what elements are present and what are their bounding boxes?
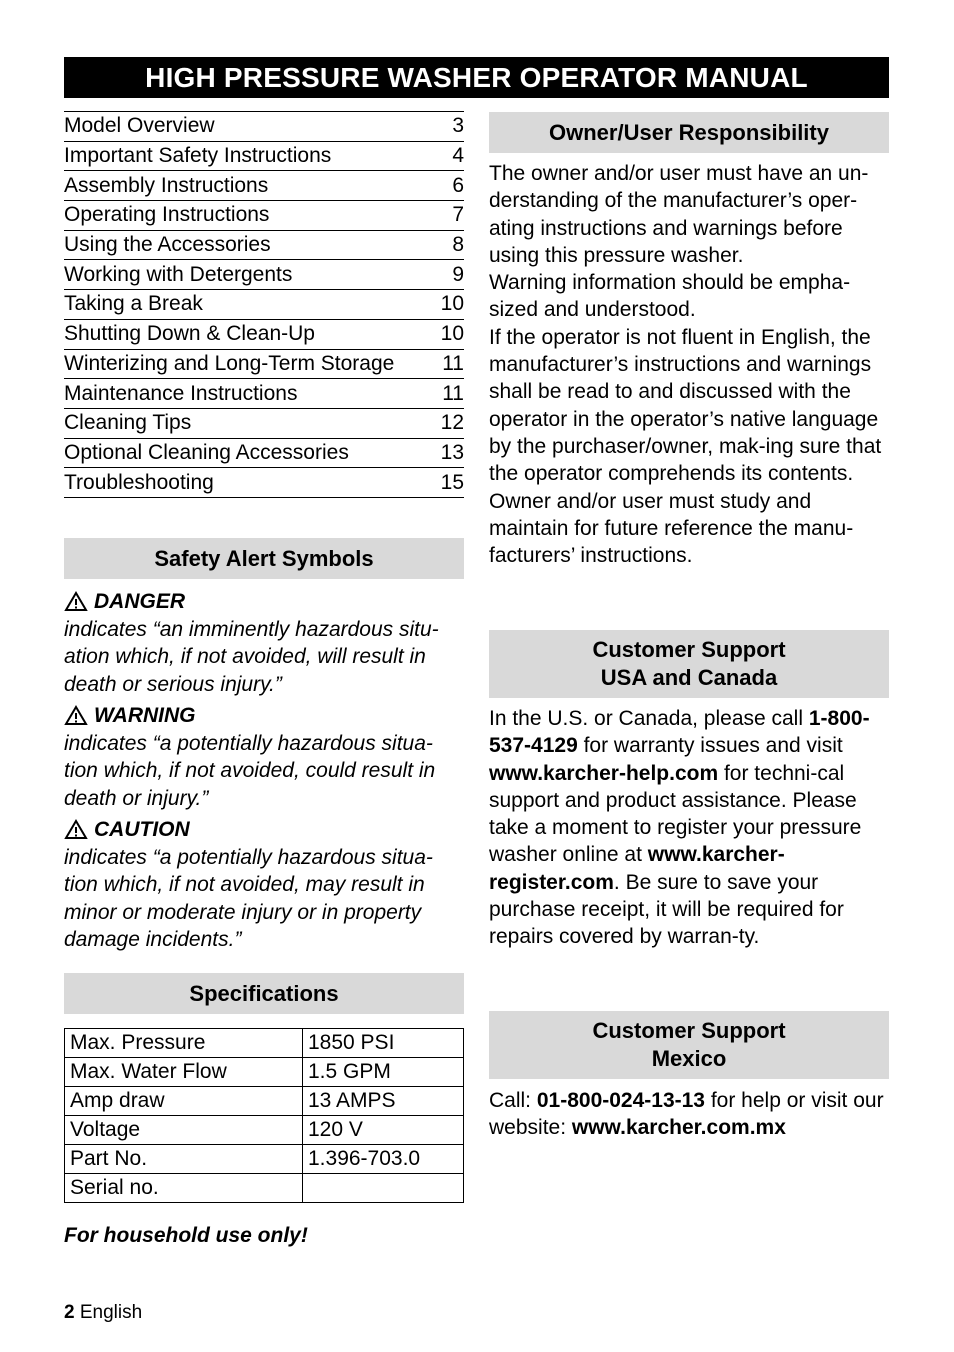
table-row: [65, 1116, 464, 1145]
table-of-contents: [64, 111, 464, 498]
toc-label: Troubleshooting: [64, 470, 214, 494]
safety-heading: [64, 538, 464, 579]
spec-label: Amp draw: [65, 1087, 303, 1116]
danger-head: [64, 588, 464, 616]
toc-row[interactable]: [64, 439, 464, 469]
spec-label: Voltage: [65, 1116, 303, 1145]
table-row: [65, 1058, 464, 1087]
owner-heading-text: Owner/User Responsibility: [549, 119, 829, 145]
help-link[interactable]: www.karcher-help.com: [489, 761, 719, 785]
danger-text: indicates “an imminently hazardous situ-ation which, if not avoided, will result in death or serious injury.”: [64, 617, 439, 696]
toc-row[interactable]: [64, 468, 464, 498]
household-note: For household use only!: [64, 1224, 308, 1247]
spec-label: Max. Water Flow: [65, 1058, 303, 1087]
toc-label: Optional Cleaning Accessories: [64, 440, 349, 464]
support-mx-help: for help or visit our website:: [489, 1089, 884, 1140]
specs-heading: [64, 973, 464, 1014]
support-us-heading-line2: USA and Canada: [600, 665, 778, 690]
toc-page: 8: [452, 233, 464, 257]
register-link[interactable]: www.karcher-register.com: [489, 843, 785, 894]
page-title: HIGH PRESSURE WASHER OPERATOR MANUAL: [64, 57, 889, 98]
support-mx-heading: [489, 1011, 889, 1079]
toc-label: Operating Instructions: [64, 203, 270, 227]
support-us-register-text: for techni-cal support and product assistance. Please take a moment to register your pressure washer online at: [489, 761, 862, 867]
toc-page: 3: [452, 114, 464, 138]
warning-triangle-icon: [64, 705, 88, 726]
toc-page: 11: [442, 381, 464, 405]
warning-triangle-icon: [64, 591, 88, 612]
toc-label: Maintenance Instructions: [64, 381, 298, 405]
toc-page: 10: [440, 292, 464, 316]
support-mx-heading-line2: Mexico: [651, 1046, 727, 1071]
spec-value: 13 AMPS: [303, 1087, 464, 1116]
caution-text: indicates “a potentially hazardous situa-tion which, if not avoided, may result in minor or moderate injury or in property damage incidents.”: [64, 845, 433, 951]
toc-row[interactable]: [64, 201, 464, 231]
toc-row[interactable]: [64, 409, 464, 439]
toc-label: Assembly Instructions: [64, 173, 269, 197]
toc-page: 9: [452, 262, 464, 286]
support-us-heading: [489, 630, 889, 698]
toc-page: 12: [440, 411, 464, 435]
toc-row[interactable]: [64, 290, 464, 320]
toc-row[interactable]: [64, 350, 464, 380]
danger-block: [64, 588, 464, 698]
support-mx-heading-line1: Customer Support: [592, 1018, 786, 1043]
mexico-website-link[interactable]: www.karcher.com.mx: [571, 1116, 786, 1140]
warning-text: indicates “a potentially hazardous situa-tion which, if not avoided, could result in death or injury.”: [64, 731, 436, 810]
footer-language: English: [79, 1302, 143, 1323]
owner-text: [489, 160, 889, 569]
spec-value: 1.396-703.0: [303, 1145, 464, 1174]
toc-page: 15: [440, 470, 464, 494]
table-row: [65, 1145, 464, 1174]
toc-label: Cleaning Tips: [64, 411, 192, 435]
spec-value: 1850 PSI: [303, 1029, 464, 1058]
support-mx-call: Call:: [489, 1089, 532, 1112]
toc-label: Using the Accessories: [64, 233, 271, 257]
toc-label: Model Overview: [64, 114, 215, 138]
toc-row[interactable]: [64, 142, 464, 172]
toc-label: Winterizing and Long-Term Storage: [64, 351, 395, 375]
caution-block: [64, 816, 464, 954]
warning-block: [64, 702, 464, 812]
support-us-warranty: for warranty issues and visit: [583, 734, 843, 758]
toc-page: 7: [452, 203, 464, 227]
support-us-heading-line1: Customer Support: [592, 637, 786, 662]
toc-row[interactable]: [64, 379, 464, 409]
specs-table: [64, 1028, 464, 1203]
owner-heading: [489, 112, 889, 153]
toc-label: Working with Detergents: [64, 262, 293, 286]
page-number: 2: [64, 1302, 75, 1323]
toc-page: 10: [440, 322, 464, 346]
toc-row[interactable]: [64, 231, 464, 261]
table-row: [65, 1087, 464, 1116]
spec-value: [303, 1174, 464, 1203]
support-mx-phone[interactable]: 01-800-024-13-13: [536, 1089, 705, 1112]
danger-label: DANGER: [94, 590, 186, 613]
table-row: [65, 1174, 464, 1203]
spec-label: Part No.: [65, 1145, 303, 1174]
owner-paragraph: Warning information should be empha-sized and understood.: [489, 271, 851, 322]
warning-label: WARNING: [94, 704, 196, 727]
support-us-phone[interactable]: 1-800-537-4129: [489, 707, 870, 758]
owner-paragraph: Owner and/or user must study and maintain for future reference the manu-facturers’ instructions.: [489, 489, 854, 568]
support-us-intro: In the U.S. or Canada, please call: [489, 707, 804, 730]
toc-row[interactable]: [64, 260, 464, 290]
specs-heading-text: Specifications: [189, 980, 339, 1006]
toc-label: Shutting Down & Clean-Up: [64, 322, 315, 346]
table-row: [65, 1029, 464, 1058]
support-mx-text: [489, 1087, 889, 1142]
support-us-receipt-text: . Be sure to save your purchase receipt, it will be required for repairs covered by warran-ty.: [489, 870, 844, 949]
toc-page: 6: [452, 173, 464, 197]
warning-head: [64, 702, 464, 730]
toc-row[interactable]: [64, 171, 464, 201]
toc-page: 13: [440, 440, 464, 464]
spec-value: 120 V: [303, 1116, 464, 1145]
toc-label: Important Safety Instructions: [64, 144, 332, 168]
spec-label: Max. Pressure: [65, 1029, 303, 1058]
toc-page: 4: [452, 144, 464, 168]
safety-heading-text: Safety Alert Symbols: [154, 545, 374, 571]
caution-label: CAUTION: [94, 818, 190, 841]
support-us-text: [489, 705, 889, 951]
toc-page: 11: [442, 351, 464, 375]
spec-value: 1.5 GPM: [303, 1058, 464, 1087]
toc-label: Taking a Break: [64, 292, 203, 316]
spec-label: Serial no.: [65, 1174, 303, 1203]
toc-row[interactable]: [64, 112, 464, 142]
warning-triangle-icon: [64, 819, 88, 840]
page-footer: [64, 1302, 142, 1324]
toc-row[interactable]: [64, 320, 464, 350]
owner-paragraph: The owner and/or user must have an un-derstanding of the manufacturer’s oper-ating instructions and warnings before using this pressure washer.: [489, 162, 869, 267]
caution-head: [64, 816, 464, 844]
owner-paragraph: If the operator is not fluent in English, the manufacturer’s instructions and warnings shall be read to and discussed with the operator in the operator’s native language by the purchaser/owner, mak-ing sure that the operator comprehends its contents.: [489, 325, 882, 486]
